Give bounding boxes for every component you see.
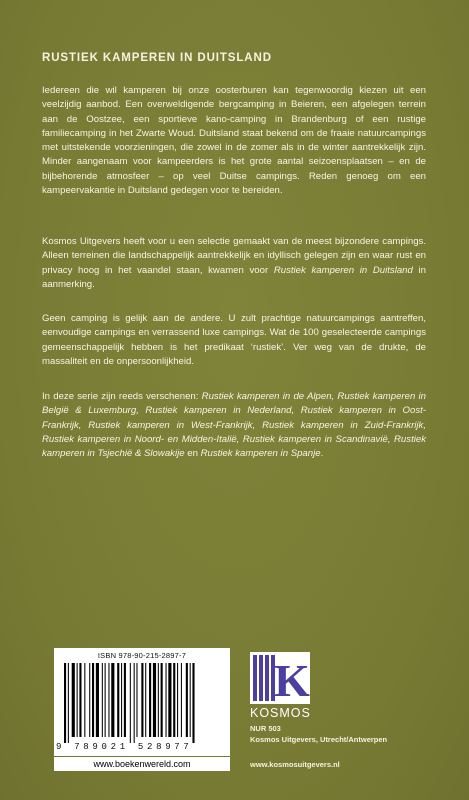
book-title: RUSTIEK KAMPEREN IN DUITSLAND: [42, 52, 272, 64]
barcode-panel: [54, 648, 230, 756]
kosmos-logo-icon: [250, 652, 310, 704]
paragraph-selection: Kosmos Uitgevers heeft voor u een selectie gemaakt van de meest bijzondere campings. Alleen terreinen die landschappelijk aantrekkelijk en idyllisch gelegen zijn en waar rust en privacy hoog in het vaandel staan, kwamen voor Rustiek kamperen in Duitsland in aanmerking.: [42, 236, 426, 290]
nur-code: NUR 503: [250, 724, 281, 733]
paragraph-variety: Geen camping is gelijk aan de andere. U zult prachtige natuurcampings aantreffen, eenvoudige campings en verrassend luxe campings. Wat de 100 geselecteerde campings gemeenschappelijk hebben is het predikaat ‘rustiek’. Ver weg van de drukte, de massaliteit en de onpersoonlijkheid.: [42, 313, 426, 367]
bookstore-website: www.boekenwereld.com: [54, 757, 230, 771]
logo-letter: K: [274, 655, 310, 704]
publisher-address: Kosmos Uitgevers, Utrecht/Antwerpen: [250, 735, 388, 744]
publisher-info: [250, 723, 387, 745]
paragraph-intro: Iedereen die wil kamperen bij onze oosterburen kan tegenwoordig kiezen uit een veelzijdig aanbod. Een overweldigende bergcamping in Beieren, een afgelegen terrein aan de Oostzee, een sportieve kano-camping in Brandenburg of een rustige familiecamping in het Zwarte Woud. Duitsland staat bekend om de fraaie natuurcampings met uitstekende voorzieningen, die zowel in de zomer als in de winter aantrekkelijk zijn. Minder aangenaam voor kampeerders is het grote aantal seizoensplaatsen – en de bijbehorende atmosfeer – op veel Duitse campings. Reden genoeg om een kampeervakantie in Duitsland gedegen voor te bereiden.: [42, 85, 426, 197]
barcode-graphic: [64, 663, 220, 743]
isbn-label: ISBN 978-90-215-2897-7: [97, 651, 187, 660]
barcode-digits: 9 789021 528977: [56, 742, 193, 752]
publisher-website: www.kosmosuitgevers.nl: [250, 760, 340, 769]
publisher-name: KOSMOS: [250, 706, 311, 720]
paragraph-series: In deze serie zijn reeds verschenen: Rustiek kamperen in de Alpen, Rustiek kamperen in België & Luxemburg, Rustiek kamperen in Nederland, Rustiek kamperen in Oost-Frankrijk, Rustiek kamperen in West-Frankrijk, Rustiek kamperen in Zuid-Frankrijk, Rustiek kamperen in Noord- en Midden-Italië, Rustiek kamperen in Scandinavië, Rustiek kamperen in Tsjechië & Slowakije en Rustiek kamperen in Spanje.: [42, 391, 426, 460]
